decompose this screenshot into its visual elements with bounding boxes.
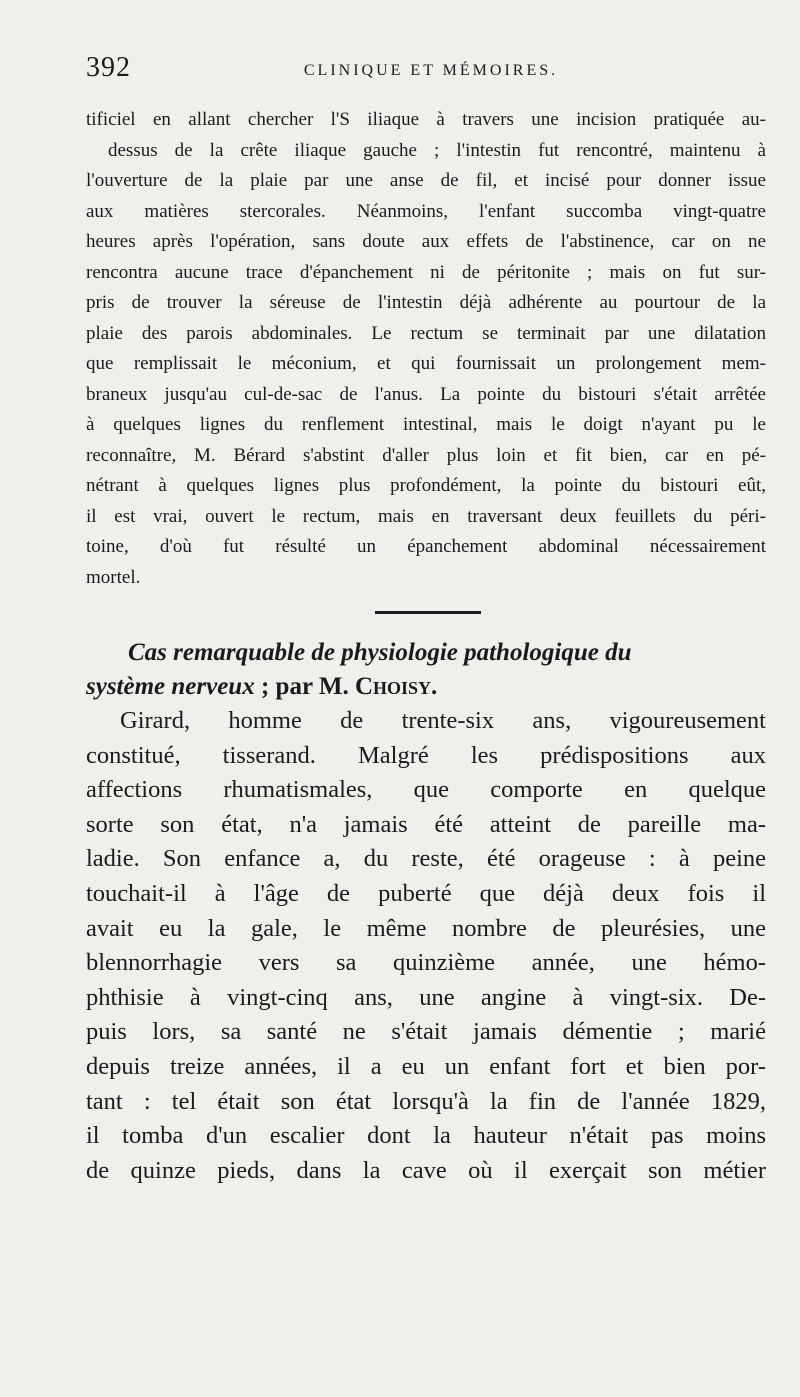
text-line: nétrant à quelques lignes plus profondément, la pointe du bistouri eût, (86, 475, 766, 496)
body-line: il tomba d'un escalier dont la hauteur n'était pas moins (86, 1122, 766, 1150)
body-line: constitué, tisserand. Malgré les prédispositions aux (86, 741, 766, 769)
title-author: Choisy. (354, 673, 438, 700)
text-line: mortel. (86, 566, 141, 588)
text-line: reconnaître, M. Bérard s'abstint d'aller plus loin et fit bien, car en pé- (86, 444, 766, 466)
article-title (86, 636, 766, 704)
body-line: puis lors, sa santé ne s'était jamais démentie ; marié (86, 1018, 766, 1046)
page-number: 392 (86, 52, 131, 83)
body-line: sorte son état, n'a jamais été atteint de pareille ma- (86, 810, 766, 838)
body-line: phthisie à vingt-cinq ans, une angine à vingt-six. De- (86, 983, 766, 1011)
text-line: heures après l'opération, sans doute aux effets de l'abstinence, car on ne (86, 231, 766, 252)
text-line: braneux jusqu'au cul-de-sac de l'anus. La pointe du bistouri s'était arrêtée (86, 383, 766, 405)
article-body (86, 704, 766, 1188)
title-italic-line1: Cas remarquable de physiologie pathologique du (128, 639, 632, 666)
text-line: dessus de la crête iliaque gauche ; l'intestin fut rencontré, maintenu à (108, 139, 766, 161)
page-header (86, 50, 776, 90)
article (86, 636, 766, 1188)
body-line: Girard, homme de trente-six ans, vigoureusement (120, 707, 766, 734)
previous-article-text (86, 105, 766, 593)
text-line: il est vrai, ouvert le rectum, mais en traversant deux feuillets du péri- (86, 505, 766, 527)
text-line: rencontra aucune trace d'épanchement ni de péritonite ; mais on fut sur- (86, 261, 766, 283)
text-line: toine, d'où fut résulté un épanchement abdominal nécessairement (86, 536, 766, 557)
text-line: pris de trouver la séreuse de l'intestin déjà adhérente au pourtour de la (86, 292, 766, 313)
previous-article-paragraph (86, 105, 766, 593)
body-line: affections rhumatismales, que comporte en quelque (86, 776, 766, 804)
body-line: avait eu la gale, le même nombre de pleurésies, une (86, 914, 766, 942)
text-line: à quelques lignes du renflement intestinal, mais le doigt n'ayant pu le (86, 414, 766, 435)
body-line: tant : tel était son état lorsqu'à la fin de l'année 1829, (86, 1087, 766, 1115)
running-head: CLINIQUE ET MÉMOIRES. (303, 62, 559, 79)
text-line: l'ouverture de la plaie par une anse de fil, et incisé pour donner issue (86, 170, 766, 191)
text-line: tificiel en allant chercher l'S iliaque à travers une incision pratiquée au- (86, 109, 766, 130)
body-line: ladie. Son enfance a, du reste, été orageuse : à peine (86, 845, 766, 873)
body-line: touchait-il à l'âge de puberté que déjà deux fois il (86, 879, 766, 907)
section-divider (375, 611, 481, 614)
text-line: aux matières stercorales. Néanmoins, l'enfant succomba vingt-quatre (86, 200, 766, 222)
text-line: plaie des parois abdominales. Le rectum se terminait par une dilatation (86, 322, 766, 344)
text-line: que remplissait le méconium, et qui fournissait un prolongement mem- (86, 353, 766, 374)
body-line: de quinze pieds, dans la cave où il exerçait son métier (86, 1156, 766, 1184)
body-line: blennorrhagie vers sa quinzième année, une hémo- (86, 949, 766, 977)
title-by: ; par M. (254, 673, 355, 700)
body-line: depuis treize années, il a eu un enfant fort et bien por- (86, 1052, 766, 1080)
title-italic-line2: système nerveux (86, 673, 255, 700)
